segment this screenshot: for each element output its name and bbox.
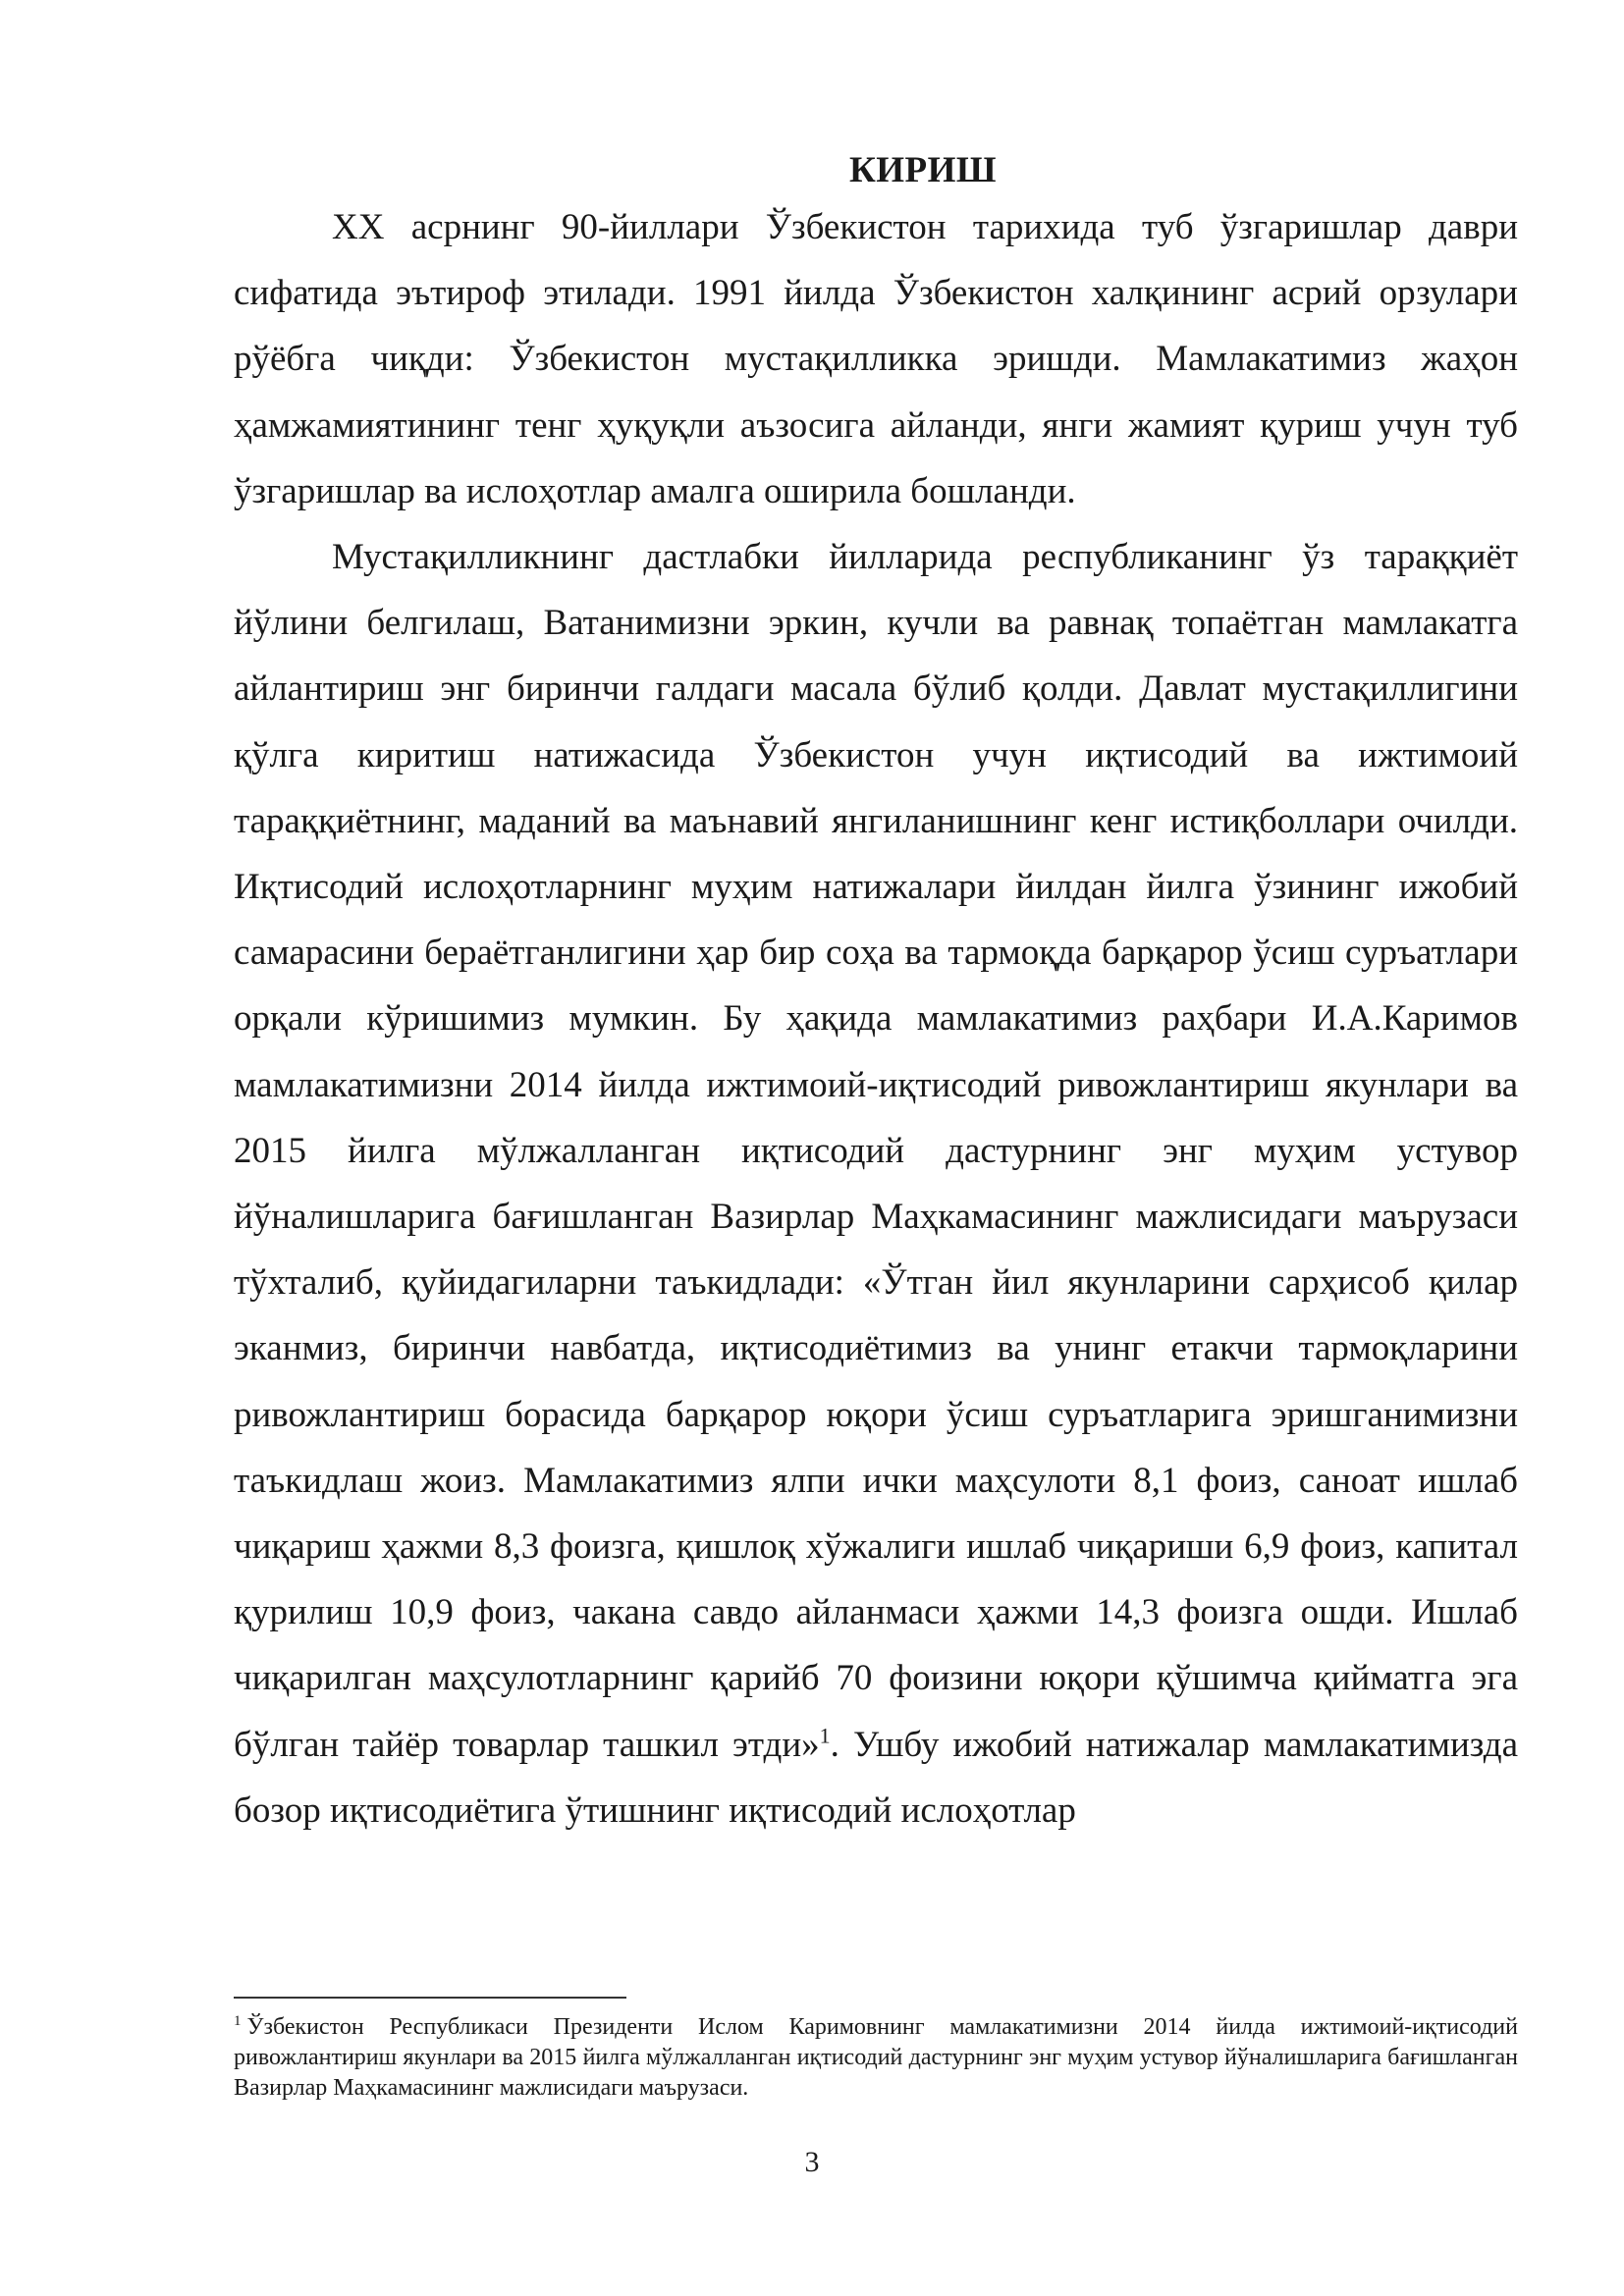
paragraph-main-tail: . Ушбу ижобий натижалар мамлакатимизда бозор иқтисодиётига ўтишнинг иқтисодий ислоҳотлар	[234, 1724, 1518, 1831]
footnote-separator	[234, 1997, 626, 1999]
paragraph-main-text: Мустақилликнинг дастлабки йилларида республиканинг ўз тараққиёт йўлини белгилаш, Ватанимизни эркин, кучли ва равнақ топаётган мамлакатга айлантириш энг биринчи галдаги масала бўлиб қолди. Давлат мустақиллигини қўлга киритиш натижасида Ўзбекистон учун иқтисодий ва ижтимоий тараққиётнинг, маданий ва маънавий янгиланишнинг кенг истиқболлари очилди. Иқтисодий ислоҳотларнинг муҳим натижалари йилдан йилга ўзининг ижобий самарасини бераётганлигини ҳар бир соҳа ва тармоқда барқарор ўсиш суръатлари орқали кўришимиз мумкин. Бу ҳақида мамлакатимиз раҳбари И.А.Каримов мамлакатимизни 2014 йилда ижтимоий-иқтисодий ривожлантириш якунлари ва 2015 йилга мўлжалланган иқтисодий дастурнинг энг муҳим устувор йўналишларига бағишланган Вазирлар Маҳкамасининг мажлисидаги маърузаси тўхталиб, қуйидагиларни таъкидлади: «Ўтган йил якунларини сарҳисоб қилар эканмиз, биринчи навбатда, иқтисодиётимиз ва унинг етакчи тармоқларини ривожлантириш борасида барқарор юқори ўсиш суръатларига эришганимизни таъкидлаш жоиз. Мамлакатимиз ялпи ички маҳсулоти 8,1 фоиз, саноат ишлаб чиқариш ҳажми 8,3 фоизга, қишлоқ хўжалиги ишлаб чиқариши 6,9 фоиз, капитал қурилиш 10,9 фоиз, чакана савдо айланмаси ҳажми 14,3 фоизга ошди. Ишлаб чиқарилган маҳсулотларнинг қарийб 70 фоизини юқори қўшимча қийматга эга бўлган тайёр товарлар ташкил этди»	[234, 537, 1518, 1765]
page-number: 3	[804, 2146, 820, 2178]
footnote-reference[interactable]: 1	[819, 1723, 831, 1748]
footnote-text: Ўзбекистон Республикаси Президенти Ислом Каримовнинг мамлакатимизни 2014 йилда ижтимоий-иқтисодий ривожлантириш якунлари ва 2015 йилга мўлжалланган иқтисодий дастурнинг энг муҳим устувор йўналишларига бағишланган Вазирлар Маҳкамасининг мажлисидаги маърузаси.	[234, 2014, 1518, 2101]
section-heading: КИРИШ	[848, 150, 998, 190]
page-body	[234, 147, 1518, 1843]
footnote	[234, 2012, 1518, 2104]
paragraph-intro: XX асрнинг 90-йиллари Ўзбекистон тарихида туб ўзгаришлар даври сифатида эътироф этилади. 1991 йилда Ўзбекистон халқининг асрий орзулари рўёбга чиқди: Ўзбекистон мустақилликка эришди. Мамлакатимиз жаҳон ҳамжамиятининг тенг ҳуқуқли аъзосига айланди, янги жамият қуриш учун туб ўзгаришлар ва ислоҳотлар амалга оширила бошланди.	[234, 207, 1518, 511]
paragraph-main	[234, 524, 1518, 1843]
footnote-marker: 1	[234, 2013, 242, 2029]
